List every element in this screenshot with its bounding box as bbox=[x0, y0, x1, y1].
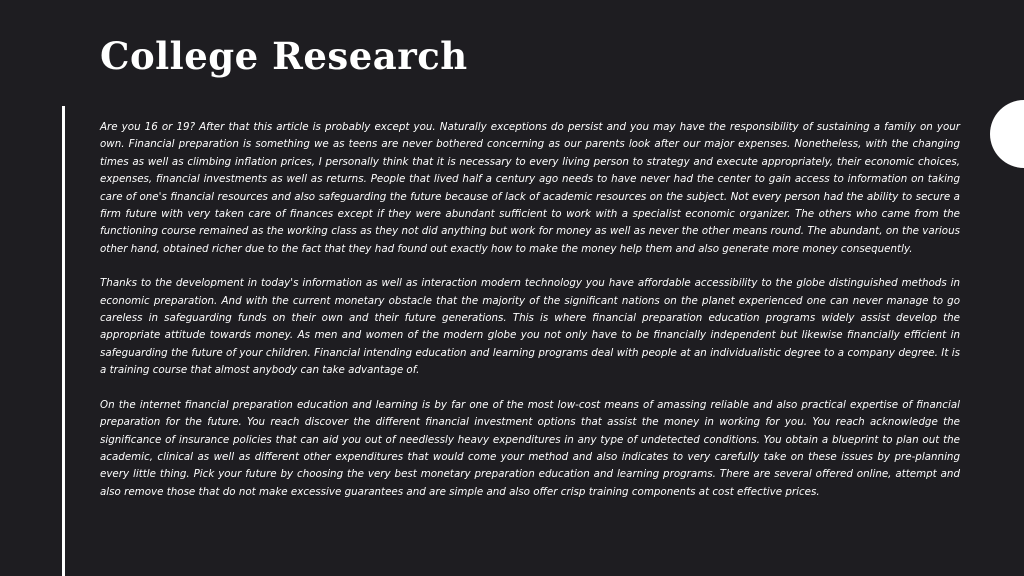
paragraph-3: On the internet financial preparation education and learning is by far one of the most low-cost means of amassing reliable and also practical expertise of financial preparation for the future. You reach discover the different financial investment options that assist the money in working for you. You reach acknowledge the significance of insurance policies that can aid you out of needlessly heavy expenditures in any type of undetected conditions. You obtain a blueprint to plan out the academic, clinical as well as different other expenditures that would come your method and also indicates to very carefully take on these issues by pre-planning every little thing. Pick your future by choosing the very best monetary preparation education and learning programs. There are several offered online, attempt and also remove those that do not make excessive guarantees and are simple and also offer crisp training components at cost effective prices. bbox=[100, 398, 960, 498]
paragraph-2: Thanks to the development in today's information as well as interaction modern technology you have affordable accessibility to the globe distinguished methods in economic preparation. And with the current monetary obstacle that the majority of the significant nations on the planet experienced one can never manage to go careless in safeguarding funds on their own and their future generations. This is where financial preparation education programs widely assist develop the appropriate attitude towards money. As men and women of the modern globe you not only have to be financially independent but likewise financially efficient in safeguarding the future of your children. Financial intending education and learning programs deal with people at an individualistic degree to a company degree. It is a training course that almost anybody can take advantage of. bbox=[100, 277, 960, 377]
paragraph-1: Are you 16 or 19? After that this article is probably except you. Naturally exceptions do persist and you may have the responsibility of sustaining a family on your own. Financial preparation is something we as teens are never bothered concerning as our parents look after our major expenses. Nonetheless, with the changing times as well as climbing inflation prices, I personally think that it is necessary to every living person to strategy and execute appropriately, their economic choices, expenses, financial investments as well as returns. People that lived half a century ago needs to have never had the center to gain access to information on taking care of one's financial resources and also safeguarding the future because of lack of academic resources on the subject. Not every person had the ability to secure a firm future with very taken care of finances except if they were abundant sufficient to work with a specialist economic organizer. The others who came from the functioning course remained as the working class as they not did anything but work for money as well as never the other means round. The abundant, on the various other hand, obtained richer due to the fact that they had found out exactly how to make the money help them and also generate more money consequently. bbox=[100, 121, 960, 255]
slide-title: College Research bbox=[100, 34, 468, 78]
decorative-circle bbox=[990, 100, 1024, 168]
body-text bbox=[100, 119, 960, 518]
vertical-divider bbox=[62, 106, 65, 576]
